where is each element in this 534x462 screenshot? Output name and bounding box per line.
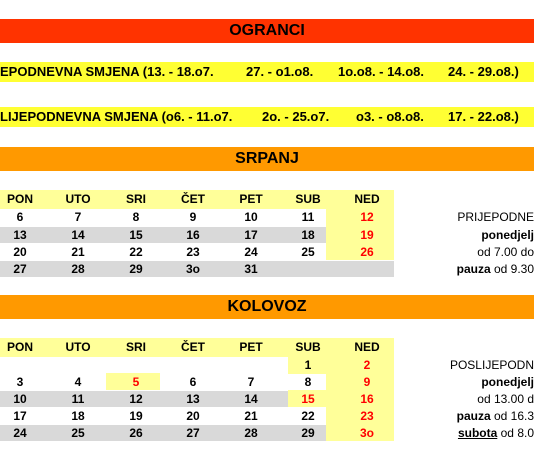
- sunday-cell: 3o: [359, 426, 374, 440]
- day-cell: 22: [301, 409, 315, 423]
- srpanj-note-pauza: pauza: [456, 262, 491, 276]
- srpanj-title: SRPANJ: [235, 150, 299, 167]
- day-cell: 6: [16, 210, 24, 224]
- day-cell: 15: [129, 228, 143, 242]
- day-cell: 19: [129, 409, 143, 423]
- day-cell: 4: [74, 375, 82, 389]
- day-cell: 13: [186, 392, 200, 406]
- sunday-cell: 16: [360, 392, 374, 406]
- weekday-label: PON: [6, 192, 33, 206]
- day-cell: 25: [301, 245, 315, 259]
- srpanj-note-pauza-time: od 9.30: [490, 262, 534, 276]
- kolovoz-note-pauza: pauza: [456, 409, 491, 423]
- day-cell: 10: [244, 210, 258, 224]
- day-cell: 10: [13, 392, 27, 406]
- srpanj-week-row: [0, 227, 534, 244]
- day-cell: 16: [186, 228, 200, 242]
- day-cell: 14: [244, 392, 258, 406]
- highlighted-day-cell: 15: [301, 392, 315, 406]
- srpanj-week-row: [0, 261, 534, 278]
- weekday-label: SRI: [125, 192, 146, 206]
- weekday-label: NED: [354, 192, 380, 206]
- afternoon-shift-row: [0, 107, 534, 127]
- kolovoz-note-subota: subota: [457, 426, 498, 440]
- srpanj-weekday-row: [0, 191, 534, 208]
- day-cell: 27: [186, 426, 200, 440]
- kolovoz-week-row: [0, 408, 534, 425]
- srpanj-note-line1: PRIJEPODNE: [457, 210, 534, 224]
- day-cell: 11: [301, 210, 315, 224]
- weekday-label: ČET: [181, 192, 205, 206]
- afternoon-shift-period-2: 2o. - 25.o7.: [262, 109, 330, 124]
- day-cell: 3: [16, 375, 24, 389]
- afternoon-shift-period-4: 17. - 22.o8.): [448, 109, 519, 124]
- highlighted-day-cell: 5: [132, 375, 140, 389]
- day-cell: 7: [247, 375, 255, 389]
- weekday-label: ČET: [181, 340, 205, 354]
- morning-shift-period-2: 27. - o1.o8.: [246, 64, 314, 79]
- day-cell: 3o: [185, 262, 200, 276]
- kolovoz-note-line1: POSLIJEPODN: [449, 358, 534, 372]
- morning-shift-period-4: 24. - 29.o8.): [448, 64, 519, 79]
- day-cell: 14: [71, 228, 85, 242]
- sunday-cell: 26: [360, 245, 374, 259]
- srpanj-note-line2: ponedjelj: [481, 228, 534, 242]
- day-cell: 7: [74, 210, 82, 224]
- day-cell: 28: [244, 426, 258, 440]
- day-cell: 22: [129, 245, 143, 259]
- day-cell: 8: [304, 375, 312, 389]
- day-cell: 1: [304, 358, 312, 372]
- srpanj-note-line3: od 7.00 do: [477, 245, 534, 259]
- day-cell: 28: [71, 262, 85, 276]
- day-cell: 12: [129, 392, 143, 406]
- kolovoz-note-line3: od 13.00 d: [477, 392, 534, 406]
- morning-shift-period-3: 1o.o8. - 14.o8.: [338, 64, 424, 79]
- day-cell: 23: [186, 245, 200, 259]
- weekday-label: UTO: [65, 340, 91, 354]
- srpanj-banner: [0, 147, 534, 171]
- day-cell: 20: [186, 409, 200, 423]
- sunday-cell: 12: [360, 210, 374, 224]
- weekday-label: SUB: [295, 192, 321, 206]
- kolovoz-banner: [0, 295, 534, 319]
- afternoon-shift-label: LIJEPODNEVNA SMJENA (o6. - 11.o7.: [0, 109, 233, 124]
- srpanj-week-row: [0, 209, 534, 226]
- day-cell: 18: [301, 228, 315, 242]
- kolovoz-note-line5: [458, 426, 534, 440]
- kolovoz-note-line2: ponedjelj: [481, 375, 534, 389]
- kolovoz-note-line4: [457, 409, 534, 423]
- ogranci-banner: [0, 19, 534, 43]
- day-cell: 29: [129, 262, 143, 276]
- day-cell: 17: [244, 228, 258, 242]
- day-cell: 13: [13, 228, 27, 242]
- kolovoz-note-pauza-time: od 16.3: [490, 409, 534, 423]
- ogranci-title: OGRANCI: [229, 22, 305, 39]
- sunday-cell: 2: [363, 358, 371, 372]
- day-cell: 25: [71, 426, 85, 440]
- srpanj-note-line4: [457, 262, 534, 276]
- kolovoz-note-subota-time: od 8.0: [497, 426, 534, 440]
- day-cell: 24: [13, 426, 27, 440]
- weekday-label: SRI: [125, 340, 146, 354]
- sunday-cell: 19: [360, 228, 374, 242]
- day-cell: 9: [189, 210, 197, 224]
- weekday-label: SUB: [295, 340, 321, 354]
- day-cell: 26: [129, 426, 143, 440]
- kolovoz-week-row: [0, 374, 534, 391]
- weekday-label: PET: [239, 340, 263, 354]
- day-cell: 27: [13, 262, 27, 276]
- sunday-cell: 9: [363, 375, 371, 389]
- srpanj-week-row: [0, 244, 534, 261]
- kolovoz-title: KOLOVOZ: [227, 298, 307, 315]
- morning-shift-row: [0, 62, 534, 82]
- day-cell: 29: [301, 426, 315, 440]
- day-cell: 24: [244, 245, 258, 259]
- day-cell: 18: [71, 409, 85, 423]
- weekday-label: PET: [239, 192, 263, 206]
- kolovoz-week-row: [0, 425, 534, 442]
- day-cell: 20: [13, 245, 27, 259]
- morning-shift-label: EPODNEVNA SMJENA (13. - 18.o7.: [0, 64, 214, 79]
- day-cell: 11: [71, 392, 85, 406]
- weekday-label: UTO: [65, 192, 91, 206]
- day-cell: 8: [132, 210, 140, 224]
- day-cell: 17: [13, 409, 27, 423]
- sunday-cell: 23: [360, 409, 374, 423]
- weekday-label: PON: [6, 340, 33, 354]
- day-cell: 31: [244, 262, 258, 276]
- day-cell: 21: [244, 409, 258, 423]
- day-cell: 6: [189, 375, 197, 389]
- day-cell: 21: [71, 245, 85, 259]
- kolovoz-week-row: [0, 391, 534, 408]
- weekday-label: NED: [354, 340, 380, 354]
- kolovoz-weekday-row: [0, 339, 534, 356]
- afternoon-shift-period-3: o3. - o8.o8.: [356, 109, 424, 124]
